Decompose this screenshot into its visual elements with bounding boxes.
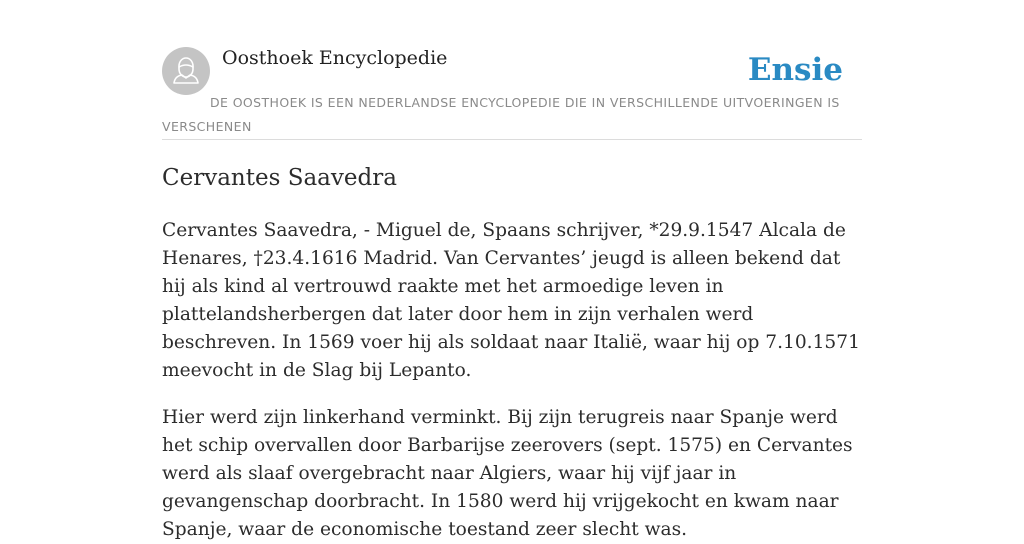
article (162, 162, 862, 544)
article-paragraph: Hier werd zijn linkerhand verminkt. Bij zijn terugreis naar Spanje werd het schip overvallen door Barbarijse zeerovers (sept. 1575) en Cervantes werd als slaaf overgebracht naar Algiers, waar hij vijf jaar in gevangenschap doorbracht. In 1580 werd hij vrijgekocht en kwam naar Spanje, waar de economische toestand zeer slecht was. (162, 407, 853, 540)
ensie-logo[interactable]: Ensie (747, 52, 843, 88)
source-name-link[interactable]: Oosthoek Encyclopedie (222, 47, 448, 69)
source-avatar[interactable] (162, 47, 210, 95)
article-title: Cervantes Saavedra (162, 165, 397, 191)
user-silhouette-icon (162, 47, 210, 95)
header-divider (162, 139, 862, 140)
source-tagline: DE OOSTHOEK IS EEN NEDERLANDSE ENCYCLOPEDIE DIE IN VERSCHILLENDE UITVOERINGEN IS VERSCHENEN (162, 95, 840, 134)
article-paragraph: Cervantes Saavedra, - Miguel de, Spaans schrijver, *29.9.1547 Alcala de Henares, †23.4.1616 Madrid. Van Cervantes’ jeugd is alleen bekend dat hij als kind al vertrouwd raakte met het armoedige leven in plattelandsherbergen dat later door hem in zijn verhalen werd beschreven. In 1569 voer hij als soldaat naar Italië, waar hij op 7.10.1571 meevocht in de Slag bij Lepanto. (162, 220, 860, 381)
